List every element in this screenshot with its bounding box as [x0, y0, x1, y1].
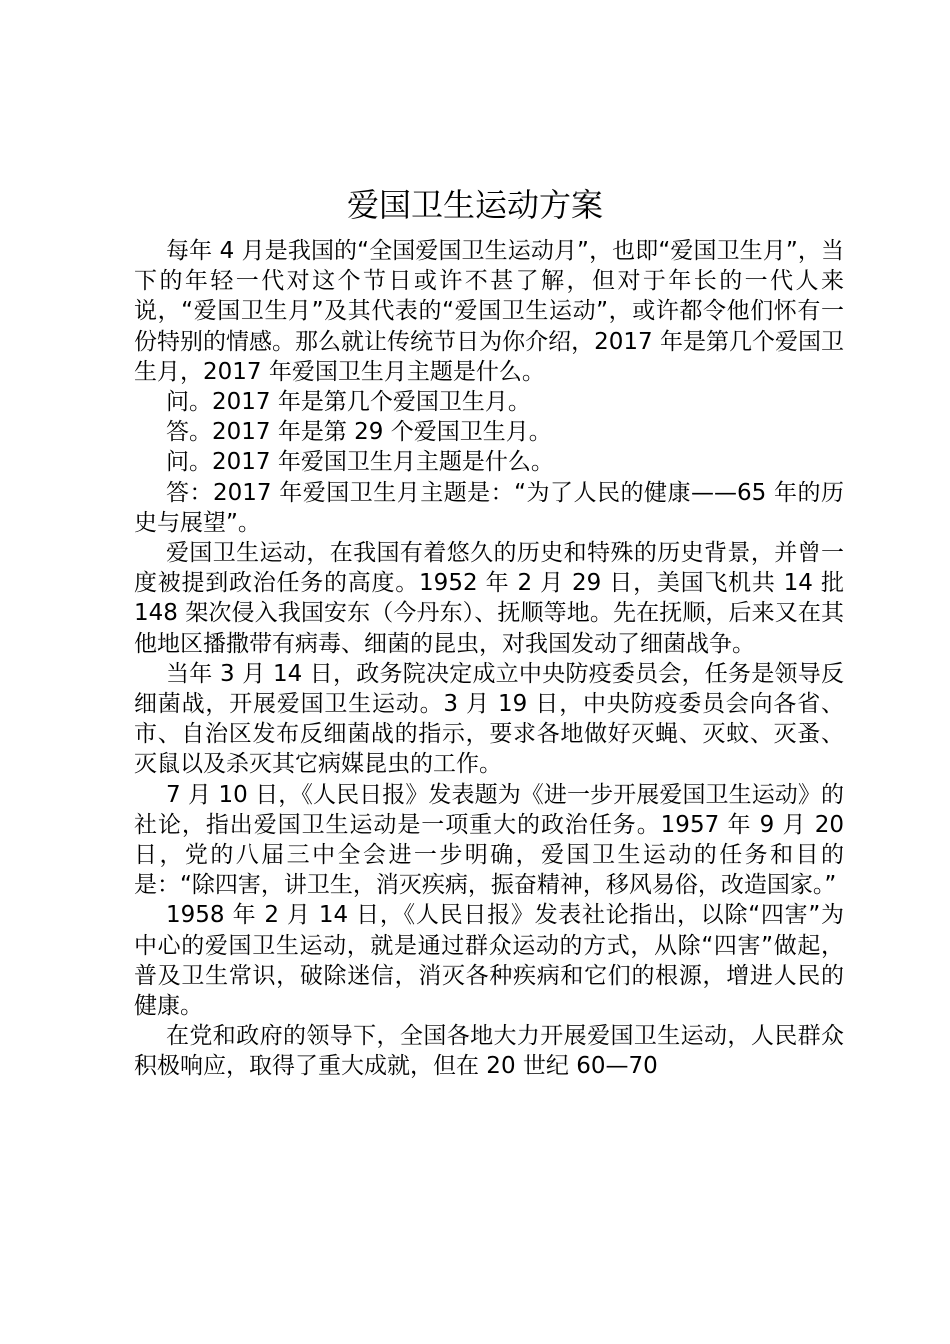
paragraph: 问。2017 年爱国卫生月主题是什么。	[166, 449, 554, 476]
document-body	[134, 236, 844, 1082]
paragraph: 在党和政府的领导下，全国各地大力开展爱国卫生运动，人民群众积极响应，取得了重大成就，但在 20 世纪 60—70	[134, 1023, 844, 1080]
paragraph: 问。2017 年是第几个爱国卫生月。	[166, 389, 531, 416]
paragraph: 每年 4 月是我国的“全国爱国卫生运动月”，也即“爱国卫生月”，当下的年轻一代对这个节日或许不甚了解，但对于年长的一代人来说，“爱国卫生月”及其代表的“爱国卫生运动”，或许都令他们怀有一份特别的情感。那么就让传统节日为你介绍，2017 年是第几个爱国卫生月，2017 年爱国卫生月主题是什么。	[134, 238, 844, 385]
paragraph: 当年 3 月 14 日，政务院决定成立中央防疫委员会，任务是领导反细菌战，开展爱国卫生运动。3 月 19 日，中央防疫委员会向各省、市、自治区发布反细菌战的指示，要求各地做好灭蝇、灭蚊、灭蚤、灭鼠以及杀灭其它病媒昆虫的工作。	[134, 660, 844, 778]
document-title: 爱国卫生运动方案	[346, 186, 603, 224]
paragraph: 7 月 10 日，《人民日报》发表题为《进一步开展爱国卫生运动》的社论，指出爱国卫生运动是一项重大的政治任务。1957 年 9 月 20 日，党的八届三中全会进一步明确，爱国卫生运动的任务和目的是：“除四害，讲卫生，消灭疾病，振奋精神，移风易俗，改造国家。”	[134, 781, 844, 899]
paragraph: 答。2017 年是第 29 个爱国卫生月。	[166, 419, 552, 446]
paragraph: 答：2017 年爱国卫生月主题是：“为了人民的健康——65 年的历史与展望”。	[134, 479, 844, 536]
paragraph: 1958 年 2 月 14 日，《人民日报》发表社论指出，以除“四害”为中心的爱国卫生运动，就是通过群众运动的方式，从除“四害”做起，普及卫生常识，破除迷信，消灭各种疾病和它们的根源，增进人民的健康。	[134, 902, 844, 1020]
paragraph: 爱国卫生运动，在我国有着悠久的历史和特殊的历史背景，并曾一度被提到政治任务的高度。1952 年 2 月 29 日，美国飞机共 14 批 148 架次侵入我国安东（今丹东）、抚顺等地。先在抚顺，后来又在其他地区播撒带有病毒、细菌的昆虫，对我国发动了细菌战争。	[134, 540, 844, 657]
